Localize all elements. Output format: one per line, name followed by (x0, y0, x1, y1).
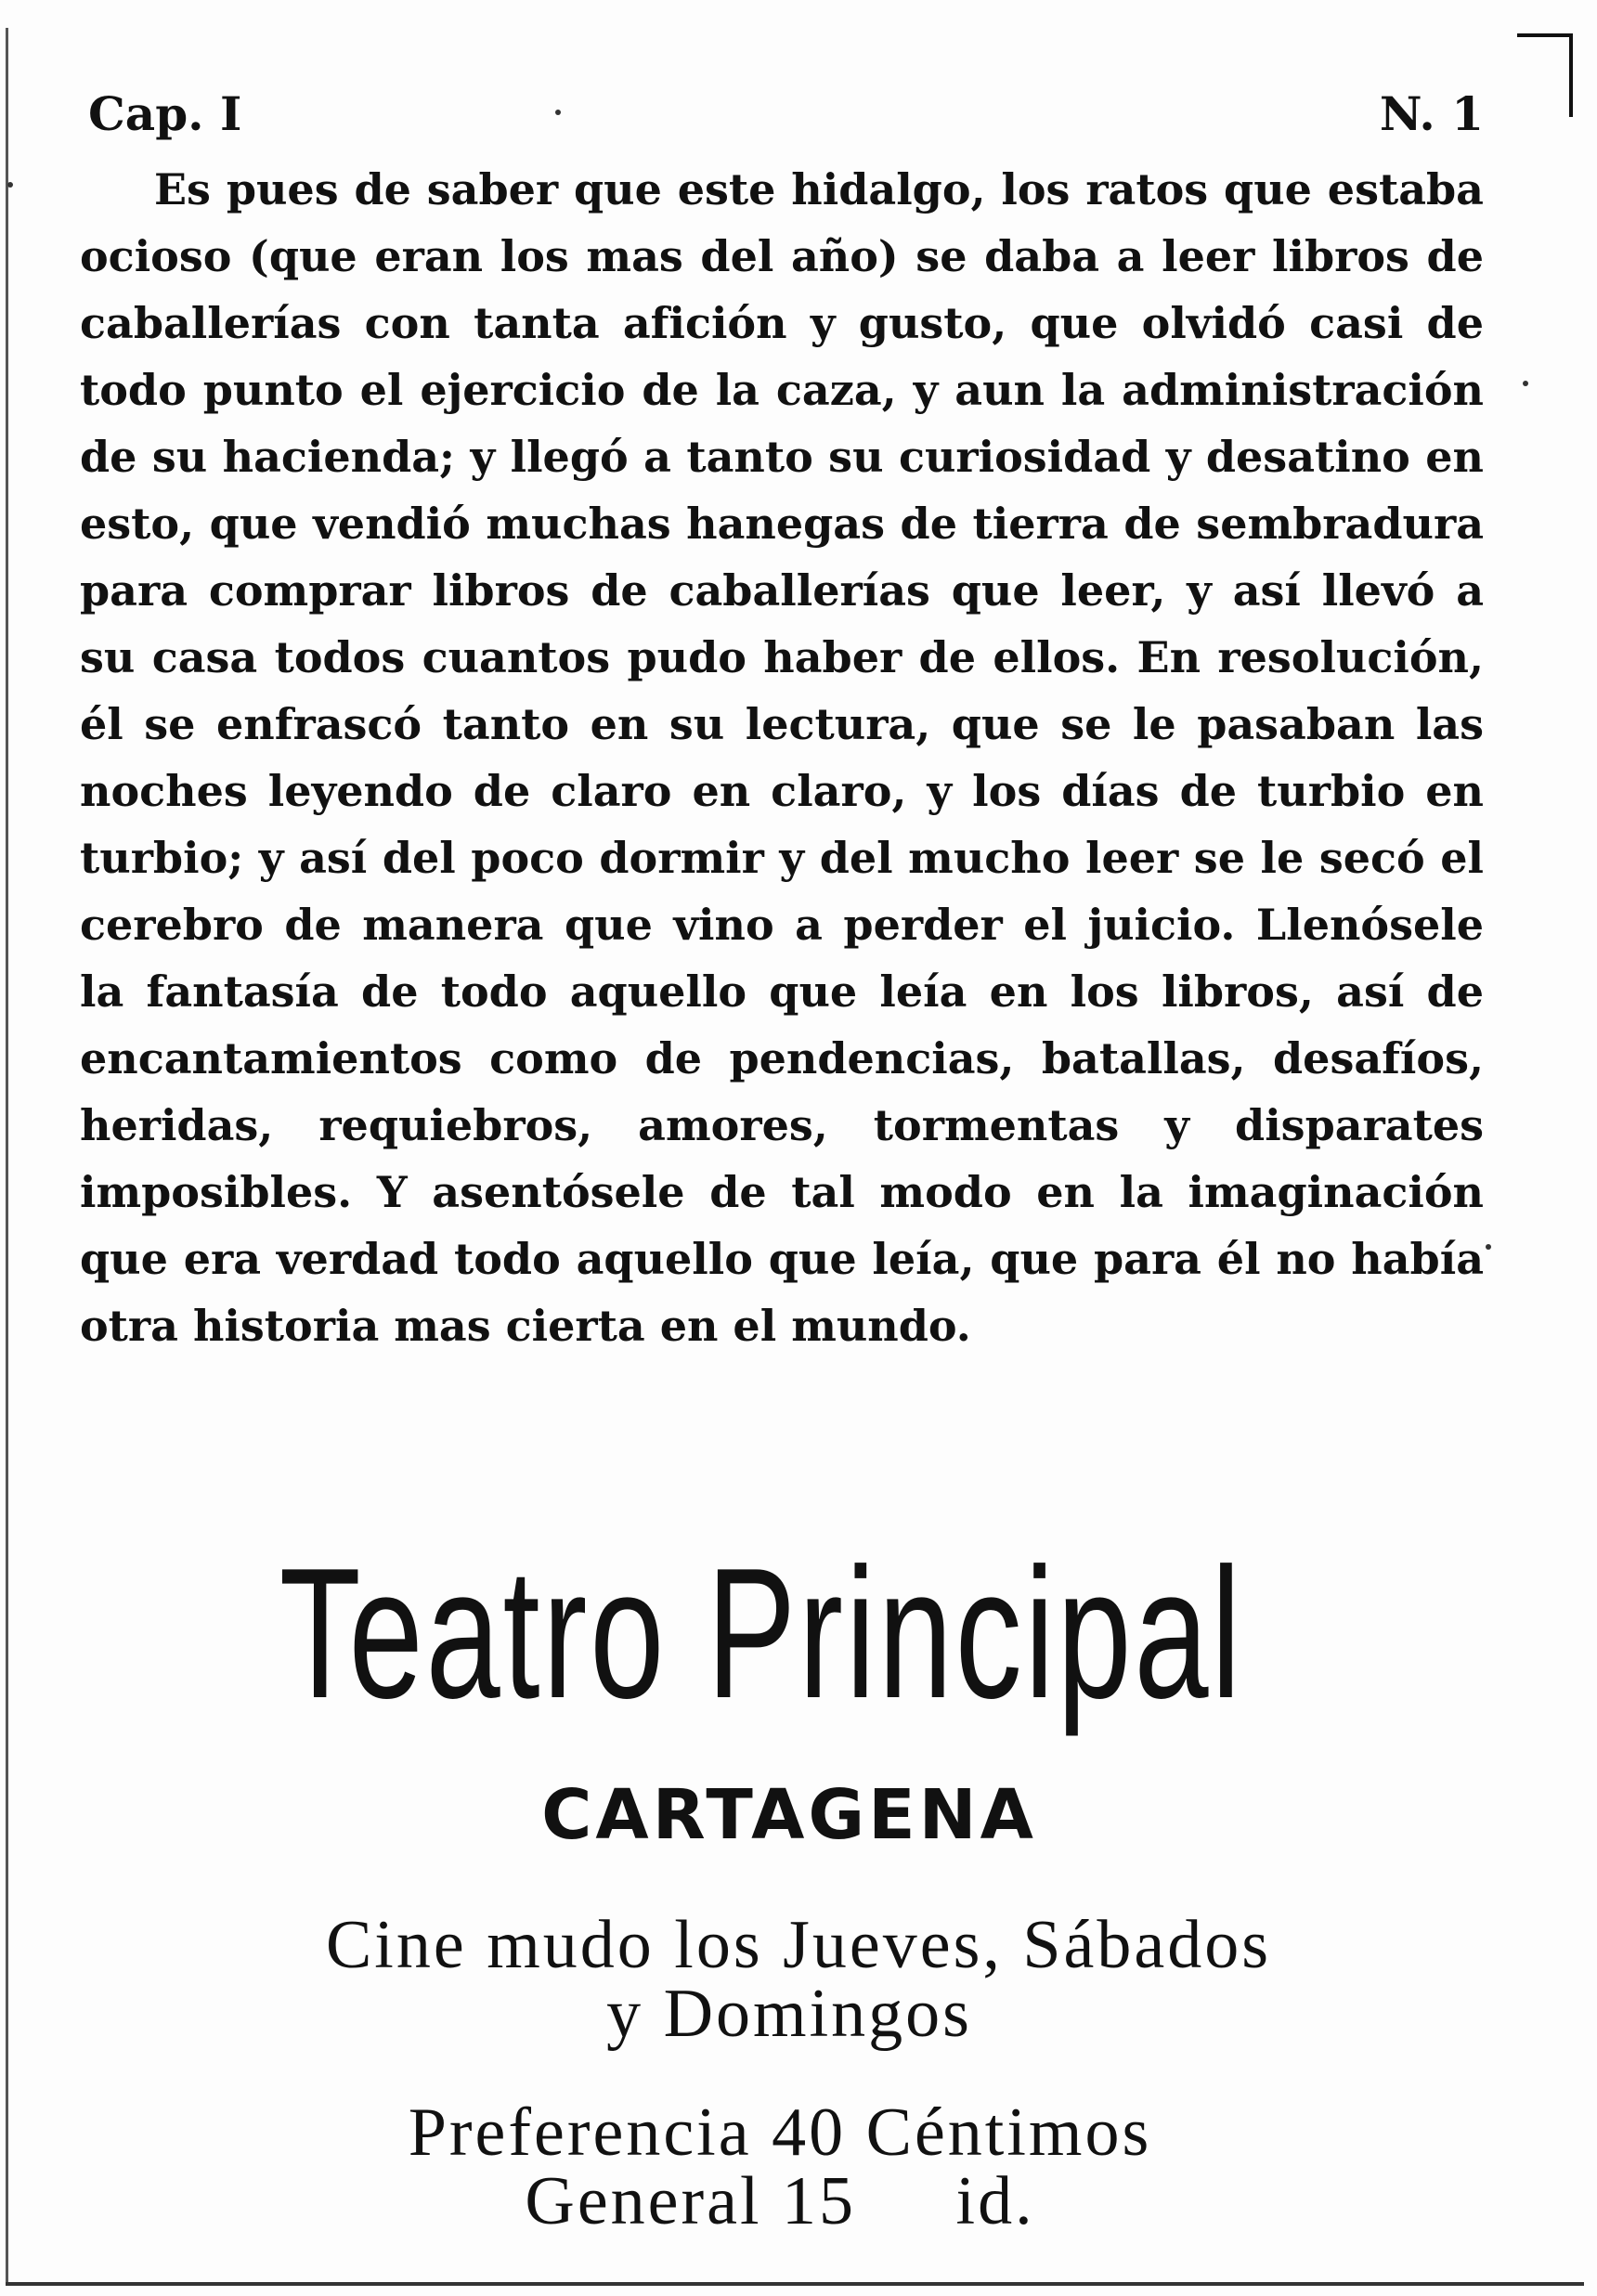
speck (7, 182, 13, 188)
chapter-label: Cap. I (88, 86, 242, 141)
theater-city: CARTAGENA (541, 1775, 1037, 1855)
price-line-1: Preferencia 40 Céntimos (408, 2095, 1152, 2171)
page-number: N. 1 (1379, 86, 1484, 141)
schedule-line-2: y Domingos (606, 1976, 972, 2052)
price-line-2: General 15 id. (525, 2163, 1035, 2239)
schedule-line-1: Cine mudo los Jueves, Sábados (325, 1907, 1272, 1983)
body-paragraph: Es pues de saber que este hidalgo, los ratos que estaba ocioso (que eran los mas del año) se daba a leer libros de caballerías con tanta afición y gusto, que olvidó casi de todo punto el ejercicio de la caza, y aun la administración de su hacienda; y llegó a tanto su curiosidad y desatino en esto, que vendió muchas hanegas de tierra de sembradura para comprar libros de caballerías que leer, y así llevó a su casa todos cuantos pudo haber de ellos. En resolución, él se enfrascó tanto en su lectura, que se le pasaban las noches leyendo de claro en claro, y los días de turbio en turbio; y así del poco dormir y del mucho leer se le secó el cerebro de manera que vino a perder el juicio. Llenósele la fantasía de todo aquello que leía en los libros, así de encantamientos como de pendencias, batallas, desafíos, heridas, requiebros, amores, tormentas y disparates imposibles. Y asentósele de tal modo en la imaginación que era verdad todo aquello que leía, que para él no había otra historia mas cierta en el mundo. (80, 164, 1484, 1351)
theater-title: Teatro Principal (279, 1530, 1244, 1737)
speck (1486, 1244, 1491, 1250)
page-header (88, 82, 1484, 147)
speck (1523, 381, 1528, 386)
corner-crop-mark (1517, 33, 1573, 117)
page-border-bottom (6, 2282, 1584, 2286)
